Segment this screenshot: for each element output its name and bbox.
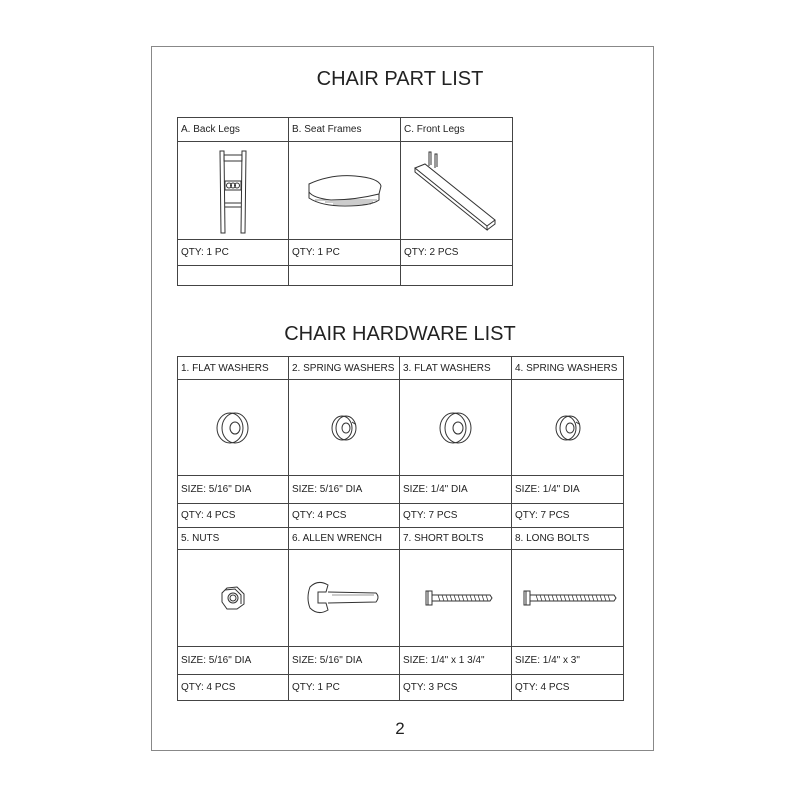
part-image-c xyxy=(401,142,513,240)
hardware-image-8 xyxy=(512,550,624,647)
hardware-list-title: CHAIR HARDWARE LIST xyxy=(284,323,516,345)
flat-washer-icon xyxy=(208,403,258,453)
hardware-size-7: SIZE: 1/4" x 1 3/4" xyxy=(400,647,512,675)
hardware-qty-6: QTY: 1 PC xyxy=(289,675,400,701)
hardware-size-8: SIZE: 1/4" x 3" xyxy=(512,647,624,675)
hardware-qty-5: QTY: 4 PCS xyxy=(178,675,289,701)
part-image-a xyxy=(178,142,289,240)
hardware-label-8: 8. LONG BOLTS xyxy=(512,528,624,550)
hardware-size-3: SIZE: 1/4" DIA xyxy=(400,476,512,504)
hardware-label-4: 4. SPRING WASHERS xyxy=(512,357,624,380)
hardware-image-2 xyxy=(289,380,400,476)
nut-icon xyxy=(213,578,253,618)
flat-washer-icon xyxy=(431,403,481,453)
hardware-qty-1: QTY: 4 PCS xyxy=(178,504,289,528)
hardware-size-2: SIZE: 5/16" DIA xyxy=(289,476,400,504)
hardware-qty-4: QTY: 7 PCS xyxy=(512,504,624,528)
hardware-qty-3: QTY: 7 PCS xyxy=(400,504,512,528)
hardware-label-2: 2. SPRING WASHERS xyxy=(289,357,400,380)
spring-washer-icon xyxy=(543,403,593,453)
hardware-size-5: SIZE: 5/16" DIA xyxy=(178,647,289,675)
hardware-image-3 xyxy=(400,380,512,476)
hardware-label-3: 3. FLAT WASHERS xyxy=(400,357,512,380)
wrench-icon xyxy=(304,573,384,623)
part-image-b xyxy=(289,142,401,240)
hardware-size-1: SIZE: 5/16" DIA xyxy=(178,476,289,504)
hardware-label-7: 7. SHORT BOLTS xyxy=(400,528,512,550)
part-qty-a: QTY: 1 PC xyxy=(178,240,289,266)
seat-frame-icon xyxy=(295,166,395,216)
part-qty-b: QTY: 1 PC xyxy=(289,240,401,266)
hardware-label-5: 5. NUTS xyxy=(178,528,289,550)
hardware-image-5 xyxy=(178,550,289,647)
hardware-image-1 xyxy=(178,380,289,476)
hardware-qty-2: QTY: 4 PCS xyxy=(289,504,400,528)
long-bolt-icon xyxy=(518,583,618,613)
part-list-title: CHAIR PART LIST xyxy=(316,68,484,90)
hardware-label-1: 1. FLAT WASHERS xyxy=(178,357,289,380)
hardware-image-4 xyxy=(512,380,624,476)
back-legs-icon xyxy=(203,145,263,237)
front-legs-icon xyxy=(407,146,507,236)
part-list-table xyxy=(177,117,513,286)
hardware-label-6: 6. ALLEN WRENCH xyxy=(289,528,400,550)
page-number: 2 xyxy=(395,719,405,738)
part-qty-c: QTY: 2 PCS xyxy=(401,240,513,266)
hardware-size-6: SIZE: 5/16" DIA xyxy=(289,647,400,675)
spring-washer-icon xyxy=(319,403,369,453)
part-label-b: B. Seat Frames xyxy=(289,118,401,142)
hardware-qty-7: QTY: 3 PCS xyxy=(400,675,512,701)
hardware-list-table xyxy=(177,356,624,701)
hardware-image-6 xyxy=(289,550,400,647)
hardware-size-4: SIZE: 1/4" DIA xyxy=(512,476,624,504)
short-bolt-icon xyxy=(416,583,496,613)
part-label-a: A. Back Legs xyxy=(178,118,289,142)
part-label-c: C. Front Legs xyxy=(401,118,513,142)
hardware-qty-8: QTY: 4 PCS xyxy=(512,675,624,701)
hardware-image-7 xyxy=(400,550,512,647)
